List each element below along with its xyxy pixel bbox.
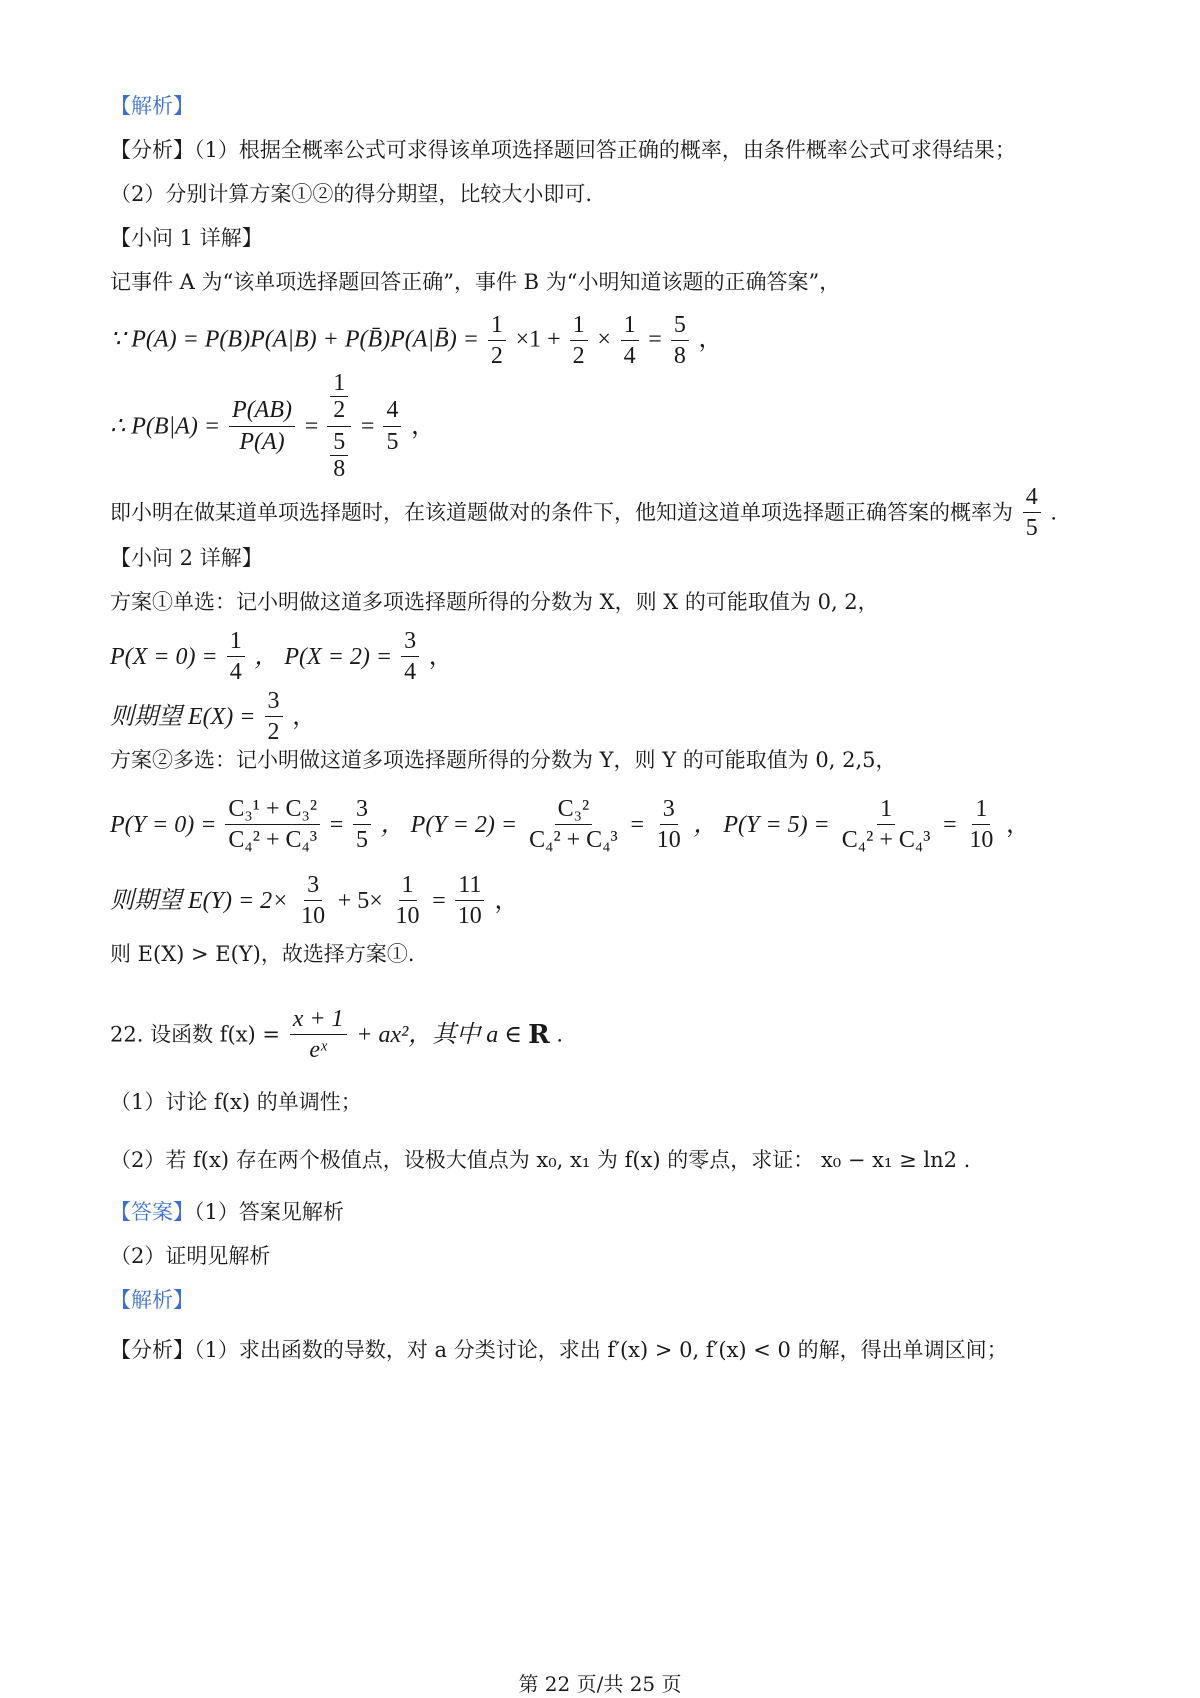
analysis-line-1 — [110, 140, 1016, 161]
analysis-line-3: 【分析】（1）求出函数的导数，对 a 分类讨论，求出 f′(x) > 0, f′(x) < 0 的解，得出单调区间； — [110, 1338, 1008, 1362]
fraction: $\frac{\text{C₃¹ + C₃²}}{\text{C₄² + C₄³}}$ — [225, 796, 320, 854]
fraction: $\frac{3}{10}$ — [656, 796, 681, 854]
fraction: $\frac{4}{5}$ — [383, 397, 401, 455]
fraction: $\frac{x + 1}{\text{eˣ}}$ — [290, 1006, 347, 1064]
subquestion-1-heading: 【小问 1 详解】 — [110, 226, 263, 250]
answer-line-2: （2）证明见解析 — [110, 1244, 271, 1268]
fraction: $\frac{3}{2}$ — [265, 688, 283, 746]
fraction: $\frac{1}{4}$ — [227, 628, 245, 686]
fraction: $\frac{1}{4}$ — [621, 312, 639, 370]
plan-2-expectation: 则期望 E(Y) = 2× $\frac{3}{10}$ + 5× $\frac{1}{10}$ = $\frac{11}{10}$ ， — [110, 872, 519, 930]
plan-1-probabilities: P(X = 0) = $\frac{1}{4}$ ， P(X = 2) = $\frac{3}{4}$ ， — [110, 628, 453, 686]
fraction: $\frac{3}{10}$ — [301, 872, 326, 930]
fraction: $\frac{1}{\text{C₄² + C₄³}}$ — [841, 796, 931, 854]
fraction: $\frac{5}{8}$ — [671, 312, 689, 370]
problem-22-statement: 22. 设函数 f(x) = $\frac{x + 1}{\text{eˣ}}$ + ax²，其中 a ∈ R . — [110, 1006, 564, 1064]
plan-2-probabilities: P(Y = 0) = $\frac{\text{C₃¹ + C₃²}}{\text{C₄² + C₄³}}$ = $\frac{3}{5}$ ， P(Y = 2) = $\frac{\text{C₃²}}{\text{C₄² + C₄³}}$ = $\frac{3}{10}$ ， P(Y = 5) = $\frac{1}{\text{C₄² + C₄³}}$ = $\frac{1}{10}$ ， — [110, 796, 1031, 854]
plan-1-expectation: 则期望 E(X) = $\frac{3}{2}$ ， — [110, 688, 317, 746]
problem-22-part-2: （2）若 f(x) 存在两个极值点，设极大值点为 x₀, x₁ 为 f(x) 的零点，求证： x₀ − x₁ ≥ ln2 . — [110, 1148, 971, 1172]
fraction: $\frac{\text{C₃²}}{\text{C₄² + C₄³}}$ — [529, 796, 618, 854]
answer-line-1: 【答案】（1）答案见解析 — [110, 1200, 344, 1224]
page-footer: 第 22 页/共 25 页 — [518, 1672, 682, 1696]
section-tag-analysis-2: 【解析】 — [110, 1288, 194, 1312]
fraction: $\frac{1}{10}$ — [395, 872, 420, 930]
fraction: $\frac{4}{5}$ — [1023, 484, 1041, 542]
plan-1-description: 方案①单选：记小明做这道多项选择题所得的分数为 X，则 X 的可能取值为 0, 2， — [110, 590, 879, 614]
fraction: $\frac{11}{10}$ — [455, 872, 485, 930]
answer-tag: 【答案】 — [110, 1200, 194, 1224]
fraction: $\frac{3}{4}$ — [401, 628, 419, 686]
analysis-text-1: （1）根据全概率公式可求得该单项选择题回答正确的概率，由条件概率公式可求得结果； — [194, 138, 1016, 162]
total-probability-formula: ∵ P(A) = P(B)P(A|B) + P(B̄)P(A|B̄) = $\frac{1}{2}$ ×1 + $\frac{1}{2}$ × $\frac{1}{4}$ = $\frac{5}{8}$ ， — [110, 312, 723, 370]
fraction: $\frac{1}{2}$ — [488, 312, 506, 370]
problem-22-part-1: （1）讨论 f(x) 的单调性； — [110, 1090, 362, 1114]
subquestion-2-heading: 【小问 2 详解】 — [110, 546, 263, 570]
analysis-tag: 【分析】 — [110, 138, 194, 162]
analysis-line-2: （2）分别计算方案①②的得分期望，比较大小即可. — [110, 182, 593, 206]
section-tag-analysis: 【解析】 — [110, 94, 194, 118]
plan-2-description: 方案②多选：记小明做这道多项选择题所得的分数为 Y，则 Y 的可能取值为 0, 2,5， — [110, 748, 897, 772]
compound-fraction: 1 2 5 8 — [327, 370, 351, 483]
comparison-conclusion: 则 E(X) > E(Y)，故选择方案①. — [110, 942, 415, 966]
fraction: $\frac{1}{2}$ — [570, 312, 588, 370]
event-definition: 记事件 A 为“该单项选择题回答正确”，事件 B 为“小明知道该题的正确答案”， — [110, 270, 841, 294]
formula-lhs: ∵ P(A) = P(B)P(A|B) + P(B̄)P(A|B̄) = — [110, 326, 485, 353]
fraction: $\frac{P(AB)}{P(A)}$ — [229, 397, 295, 455]
conclusion-1: 即小明在做某道单项选择题时，在该道题做对的条件下，他知道这道单项选择题正确答案的概率为 $\frac{4}{5}$ . — [110, 484, 1058, 542]
conditional-probability-formula: ∴ P(B|A) = $\frac{P(AB)}{P(A)}$ = 1 2 5 8 = $\frac{4}{5}$ ， — [110, 370, 436, 483]
analysis-tag-2: 【分析】 — [110, 1338, 194, 1362]
fraction: $\frac{3}{5}$ — [353, 796, 371, 854]
fraction: $\frac{1}{10}$ — [969, 796, 994, 854]
